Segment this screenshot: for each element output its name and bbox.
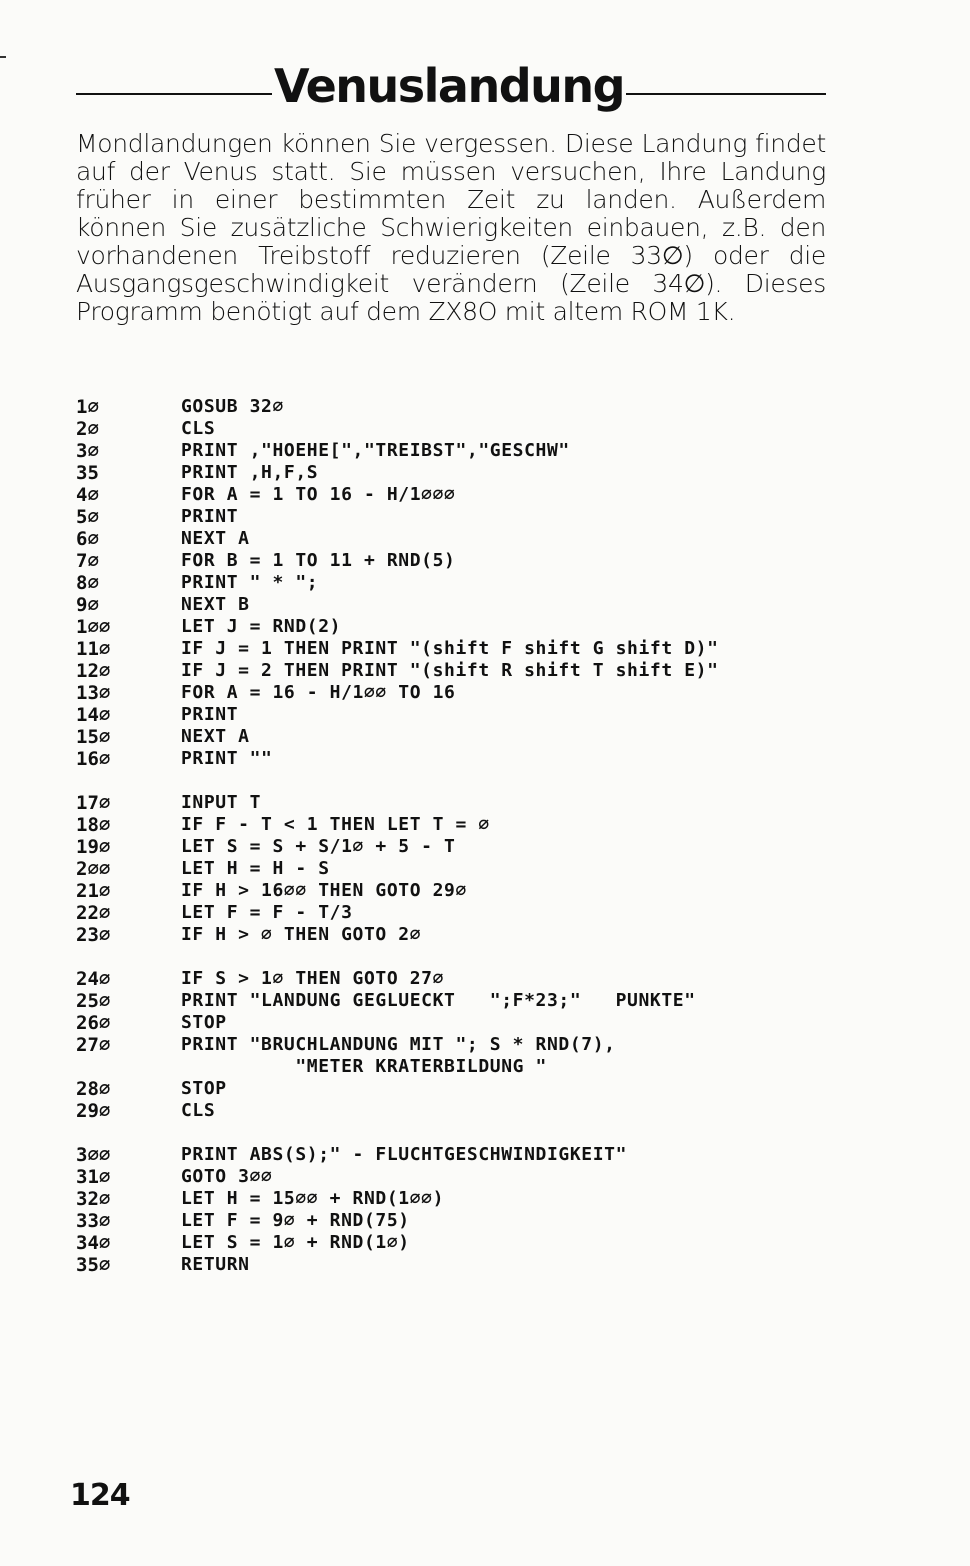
intro-paragraph: Mondlandungen können Sie vergessen. Diese Landung findet auf der Venus statt. Sie müssen versuchen, Ihre Landung früher in einer bestimmten Zeit zu landen. Außerdem können Sie zusätzliche Schwierigkeiten einbauen, z.B. den vorhandenen Treibstoff reduzieren (Zeile 33∅) oder die Ausgangsgeschwindigkeit verändern (Zeile 34∅). Dieses Programm benötigt auf dem ZX8O mit altem ROM 1K. xyxy=(76,129,826,326)
code-line xyxy=(76,1012,916,1034)
basic-statement: NEXT A xyxy=(181,528,250,549)
line-number: 25∅ xyxy=(76,990,111,1012)
code-line xyxy=(76,506,916,528)
line-number: 1∅ xyxy=(76,396,99,418)
code-line xyxy=(76,726,916,748)
basic-statement: PRINT ABS(S);" - FLUCHTGESCHWINDIGKEIT" xyxy=(181,1144,628,1165)
line-number: 3∅ xyxy=(76,440,99,462)
code-line xyxy=(76,594,916,616)
line-number: 27∅ xyxy=(76,1034,111,1056)
basic-statement: LET S = S + S/1∅ + 5 - T xyxy=(181,836,456,857)
code-line xyxy=(76,1232,916,1254)
code-line xyxy=(76,704,916,726)
page-edge-mark xyxy=(0,56,6,58)
line-number: 33∅ xyxy=(76,1210,111,1232)
page-number: 124 xyxy=(70,1478,130,1513)
code-line xyxy=(76,1034,916,1078)
line-number: 34∅ xyxy=(76,1232,111,1254)
basic-statement: CLS xyxy=(181,1100,216,1121)
code-line xyxy=(76,1078,916,1100)
line-number: 7∅ xyxy=(76,550,99,572)
basic-statement: CLS xyxy=(181,418,216,439)
code-line xyxy=(76,858,916,880)
basic-statement: IF S > 1∅ THEN GOTO 27∅ xyxy=(181,968,445,989)
basic-statement: FOR A = 16 - H/1∅∅ TO 16 xyxy=(181,682,456,703)
code-line xyxy=(76,638,916,660)
line-number: 19∅ xyxy=(76,836,111,858)
code-line xyxy=(76,990,916,1012)
code-line xyxy=(76,1144,916,1166)
basic-statement: IF H > 16∅∅ THEN GOTO 29∅ xyxy=(181,880,467,901)
line-number: 23∅ xyxy=(76,924,111,946)
line-number: 2∅ xyxy=(76,418,99,440)
line-number: 9∅ xyxy=(76,594,99,616)
code-line xyxy=(76,924,916,946)
line-number: 35 xyxy=(76,462,99,484)
line-number: 35∅ xyxy=(76,1254,111,1276)
line-number: 11∅ xyxy=(76,638,111,660)
line-number: 3∅∅ xyxy=(76,1144,111,1166)
line-number: 18∅ xyxy=(76,814,111,836)
basic-statement: IF F - T < 1 THEN LET T = ∅ xyxy=(181,814,490,835)
code-line xyxy=(76,792,916,814)
line-number: 31∅ xyxy=(76,1166,111,1188)
line-number: 32∅ xyxy=(76,1188,111,1210)
code-line xyxy=(76,1166,916,1188)
basic-statement: PRINT ,H,F,S xyxy=(181,462,319,483)
line-number: 29∅ xyxy=(76,1100,111,1122)
basic-statement: PRINT "BRUCHLANDUNG MIT "; S * RND(7), "METER KRATERBILDUNG " xyxy=(181,1034,616,1077)
basic-statement: NEXT A xyxy=(181,726,250,747)
line-number: 24∅ xyxy=(76,968,111,990)
code-line xyxy=(76,1100,916,1122)
code-line xyxy=(76,682,916,704)
basic-statement: LET F = 9∅ + RND(75) xyxy=(181,1210,410,1231)
line-number: 16∅ xyxy=(76,748,111,770)
basic-statement: GOTO 3∅∅ xyxy=(181,1166,273,1187)
basic-statement: PRINT "" xyxy=(181,748,273,769)
code-line xyxy=(76,550,916,572)
basic-statement: LET J = RND(2) xyxy=(181,616,342,637)
code-line xyxy=(76,572,916,594)
line-number: 17∅ xyxy=(76,792,111,814)
line-number: 28∅ xyxy=(76,1078,111,1100)
basic-statement: LET H = 15∅∅ + RND(1∅∅) xyxy=(181,1188,445,1209)
line-number: 26∅ xyxy=(76,1012,111,1034)
program-listing xyxy=(76,396,916,1276)
basic-statement: LET H = H - S xyxy=(181,858,330,879)
basic-statement: STOP xyxy=(181,1078,227,1099)
basic-statement: IF J = 1 THEN PRINT "(shift F shift G shift D)" xyxy=(181,638,719,659)
basic-statement: PRINT xyxy=(181,506,239,527)
page-title: Venuslandung xyxy=(274,59,625,113)
code-line xyxy=(76,1254,916,1276)
basic-statement: PRINT "LANDUNG GEGLUECKT ";F*23;" PUNKTE" xyxy=(181,990,696,1011)
basic-statement: INPUT T xyxy=(181,792,262,813)
code-line xyxy=(76,660,916,682)
basic-statement: IF J = 2 THEN PRINT "(shift R shift T shift E)" xyxy=(181,660,719,681)
basic-statement: PRINT ,"HOEHE[","TREIBST","GESCHW" xyxy=(181,440,570,461)
basic-statement: LET S = 1∅ + RND(1∅) xyxy=(181,1232,410,1253)
code-line xyxy=(76,484,916,506)
line-number: 4∅ xyxy=(76,484,99,506)
title-row xyxy=(76,56,826,116)
basic-statement: STOP xyxy=(181,1012,227,1033)
code-line xyxy=(76,748,916,770)
line-number: 8∅ xyxy=(76,572,99,594)
code-line xyxy=(76,814,916,836)
basic-statement: NEXT B xyxy=(181,594,250,615)
code-line xyxy=(76,836,916,858)
title-rule-left xyxy=(76,93,272,95)
basic-statement: PRINT xyxy=(181,704,239,725)
line-number: 21∅ xyxy=(76,880,111,902)
line-number: 5∅ xyxy=(76,506,99,528)
code-line xyxy=(76,1210,916,1232)
code-line xyxy=(76,880,916,902)
code-line xyxy=(76,418,916,440)
line-number: 1∅∅ xyxy=(76,616,111,638)
code-line xyxy=(76,1188,916,1210)
line-number: 15∅ xyxy=(76,726,111,748)
basic-statement: PRINT " * "; xyxy=(181,572,319,593)
line-number: 22∅ xyxy=(76,902,111,924)
code-line xyxy=(76,462,916,484)
basic-statement: IF H > ∅ THEN GOTO 2∅ xyxy=(181,924,422,945)
line-number: 2∅∅ xyxy=(76,858,111,880)
code-line xyxy=(76,528,916,550)
code-line xyxy=(76,396,916,418)
code-line xyxy=(76,968,916,990)
line-number: 13∅ xyxy=(76,682,111,704)
basic-statement: GOSUB 32∅ xyxy=(181,396,284,417)
line-number: 6∅ xyxy=(76,528,99,550)
code-line xyxy=(76,616,916,638)
basic-statement: RETURN xyxy=(181,1254,250,1275)
line-number: 14∅ xyxy=(76,704,111,726)
basic-statement: FOR A = 1 TO 16 - H/1∅∅∅ xyxy=(181,484,456,505)
title-rule-right xyxy=(626,93,826,95)
code-line xyxy=(76,440,916,462)
line-number: 12∅ xyxy=(76,660,111,682)
code-line xyxy=(76,902,916,924)
basic-statement: LET F = F - T/3 xyxy=(181,902,353,923)
basic-statement: FOR B = 1 TO 11 + RND(5) xyxy=(181,550,456,571)
